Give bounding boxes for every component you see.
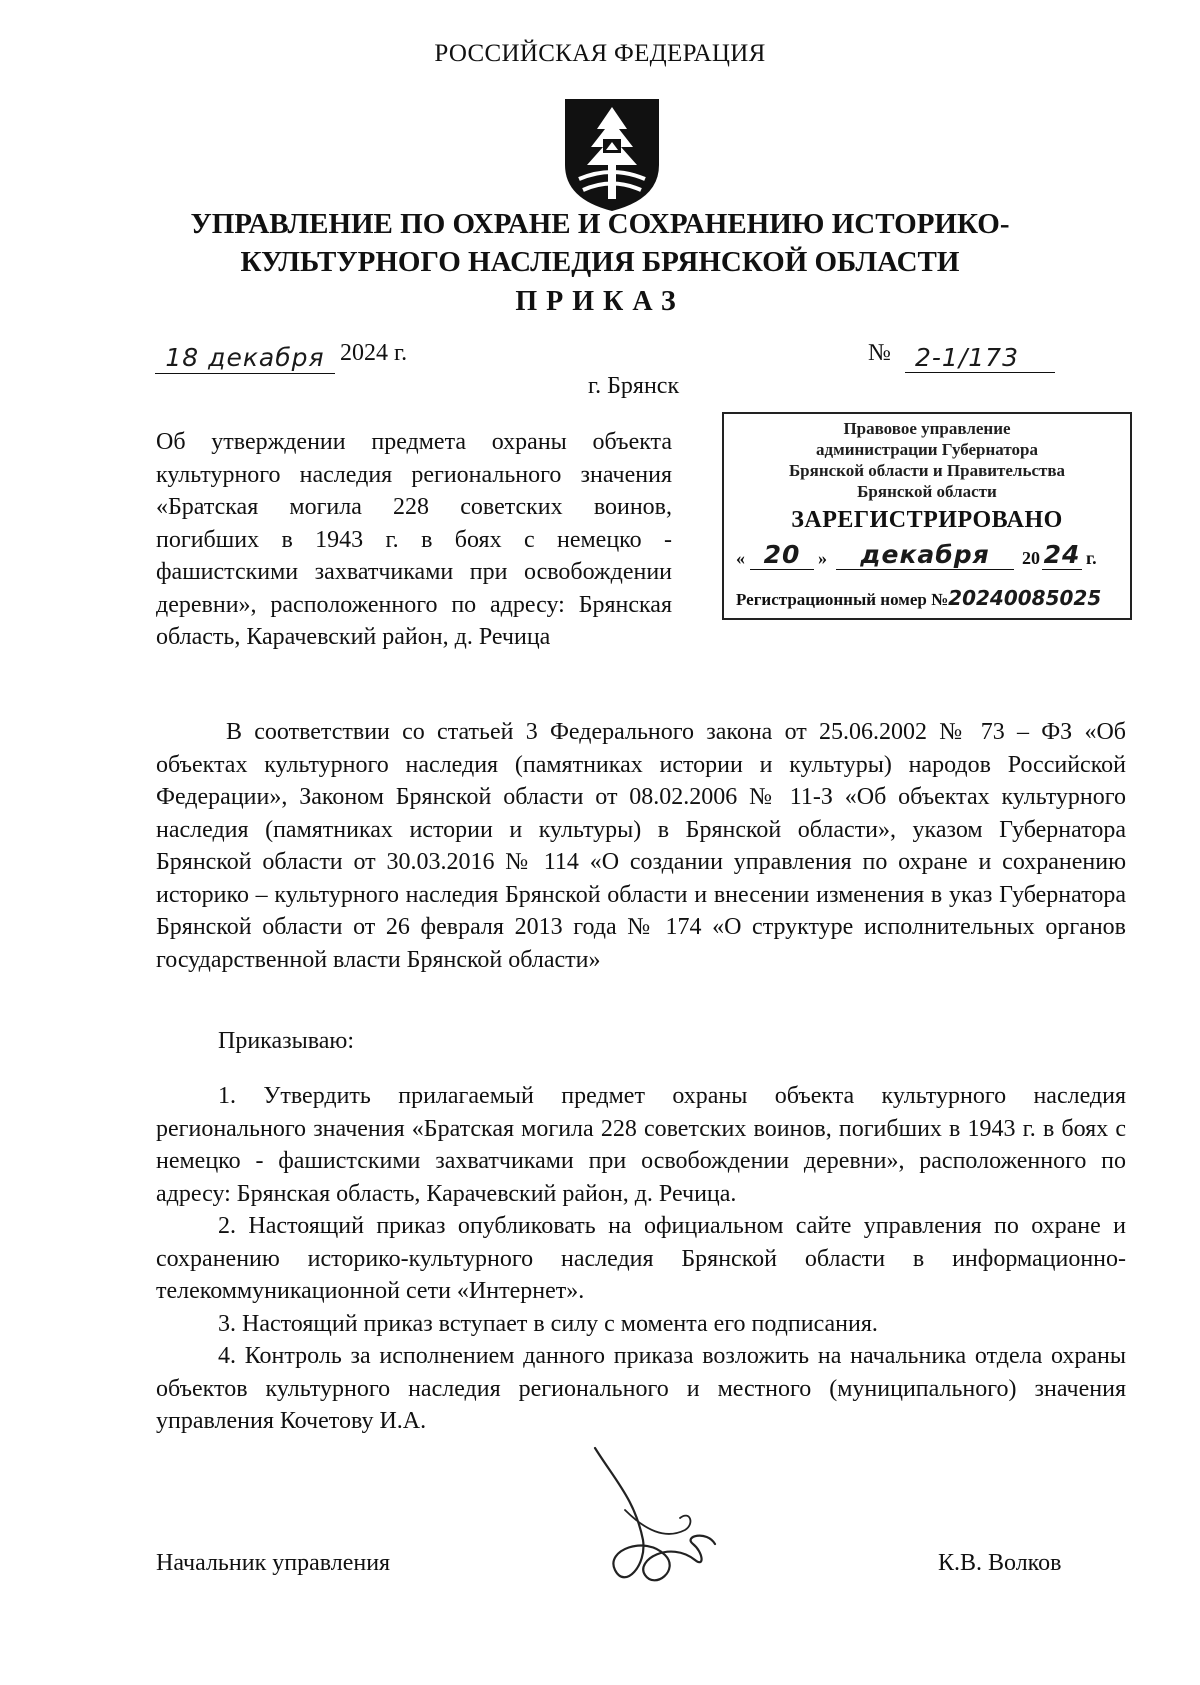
registration-stamp	[722, 412, 1132, 620]
stamp-month: декабря	[836, 540, 1014, 570]
order-item: 4. Контроль за исполнением данного приказа возложить на начальника отдела охраны объектов культурного наследия регионального и местного (муниципального) значения управления Кочетову И.А.	[156, 1343, 1126, 1434]
organization-line-1: УПРАВЛЕНИЕ ПО ОХРАНЕ И СОХРАНЕНИЮ ИСТОРИКО-	[190, 208, 1010, 240]
stamp-year-suffix: 24	[1043, 540, 1081, 569]
stamp-registered: ЗАРЕГИСТРИРОВАНО	[791, 507, 1063, 533]
order-word: Приказываю:	[218, 1028, 354, 1054]
signatory-name: К.В. Волков	[938, 1550, 1062, 1576]
organization-line-2: КУЛЬТУРНОГО НАСЛЕДИЯ БРЯНСКОЙ ОБЛАСТИ	[240, 246, 960, 278]
order-item: 2. Настоящий приказ опубликовать на официальном сайте управления по охране и сохранению историко-культурного наследия Брянской области в информационно-телекоммуникационной сети «Интернет».	[156, 1213, 1126, 1304]
order-subject: Об утверждении предмета охраны объекта культурного наследия регионального значения «Братская могила 228 советских воинов, погибших в 1943 г. в боях с немецко - фашистскими захватчиками при освобождении деревни», расположенного по адресу: Брянская область, Карачевский район, д. Речица	[156, 429, 672, 650]
stamp-line-4: Брянской области	[857, 482, 997, 501]
organization-name	[0, 205, 1200, 281]
stamp-quote-open: «	[736, 548, 745, 568]
stamp-line-1: Правовое управление	[843, 419, 1011, 438]
handwritten-number: 2-1/173	[905, 343, 1055, 373]
number-label: №	[868, 340, 891, 366]
city: г. Брянск	[588, 373, 680, 399]
stamp-line-3: Брянской области и Правительства	[788, 461, 1066, 480]
order-items	[156, 1080, 1126, 1438]
order-item: 1. Утвердить прилагаемый предмет охраны объекта культурного наследия регионального значения «Братская могила 228 советских воинов, погибших в 1943 г. в боях с немецко - фашистскими захватчиками при освобождении деревни», расположенного по адресу: Брянская область, Карачевский район, д. Речица.	[156, 1083, 1126, 1207]
document-type: ПРИКАЗ	[515, 286, 685, 317]
stamp-reg-number-label: Регистрационный номер №	[736, 590, 949, 609]
stamp-day: 20	[750, 540, 814, 570]
country-heading: РОССИЙСКАЯ ФЕДЕРАЦИЯ	[434, 40, 766, 67]
stamp-year-prefix: 20	[1022, 548, 1040, 568]
stamp-year-unit: г.	[1086, 548, 1097, 568]
order-year: 2024 г.	[340, 340, 408, 366]
stamp-date	[736, 540, 1122, 574]
stamp-reg-number	[736, 586, 1126, 614]
handwritten-signature	[585, 1440, 725, 1600]
stamp-line-2: администрации Губернатора	[816, 440, 1038, 459]
stamp-quote-close: »	[818, 548, 827, 568]
stamp-reg-number-value: 20240085025	[948, 586, 1102, 610]
signatory-title: Начальник управления	[156, 1550, 391, 1576]
order-item: 3. Настоящий приказ вступает в силу с момента его подписания.	[218, 1310, 878, 1337]
bryansk-coat-of-arms-icon	[561, 95, 663, 213]
preamble	[156, 716, 1126, 976]
preamble-text: В соответствии со статьей 3 Федерального закона от 25.06.2002 № 73 – ФЗ «Об объектах культурного наследия (памятниках истории и культуры) народов Российской Федерации», Законом Брянской области от 08.02.2006 № 11-З «Об объектах культурного наследия (памятниках истории и культуры) в Брянской области», указом Губернатора Брянской области от 30.03.2016 № 114 «О создании управления по охране и сохранению историко – культурного наследия Брянской области и внесении изменения в указ Губернатора Брянской области от 26 февраля 2013 года № 174 «О структуре исполнительных органов государственной власти Брянской области»	[156, 719, 1126, 973]
handwritten-date: 18 декабря	[155, 343, 335, 374]
